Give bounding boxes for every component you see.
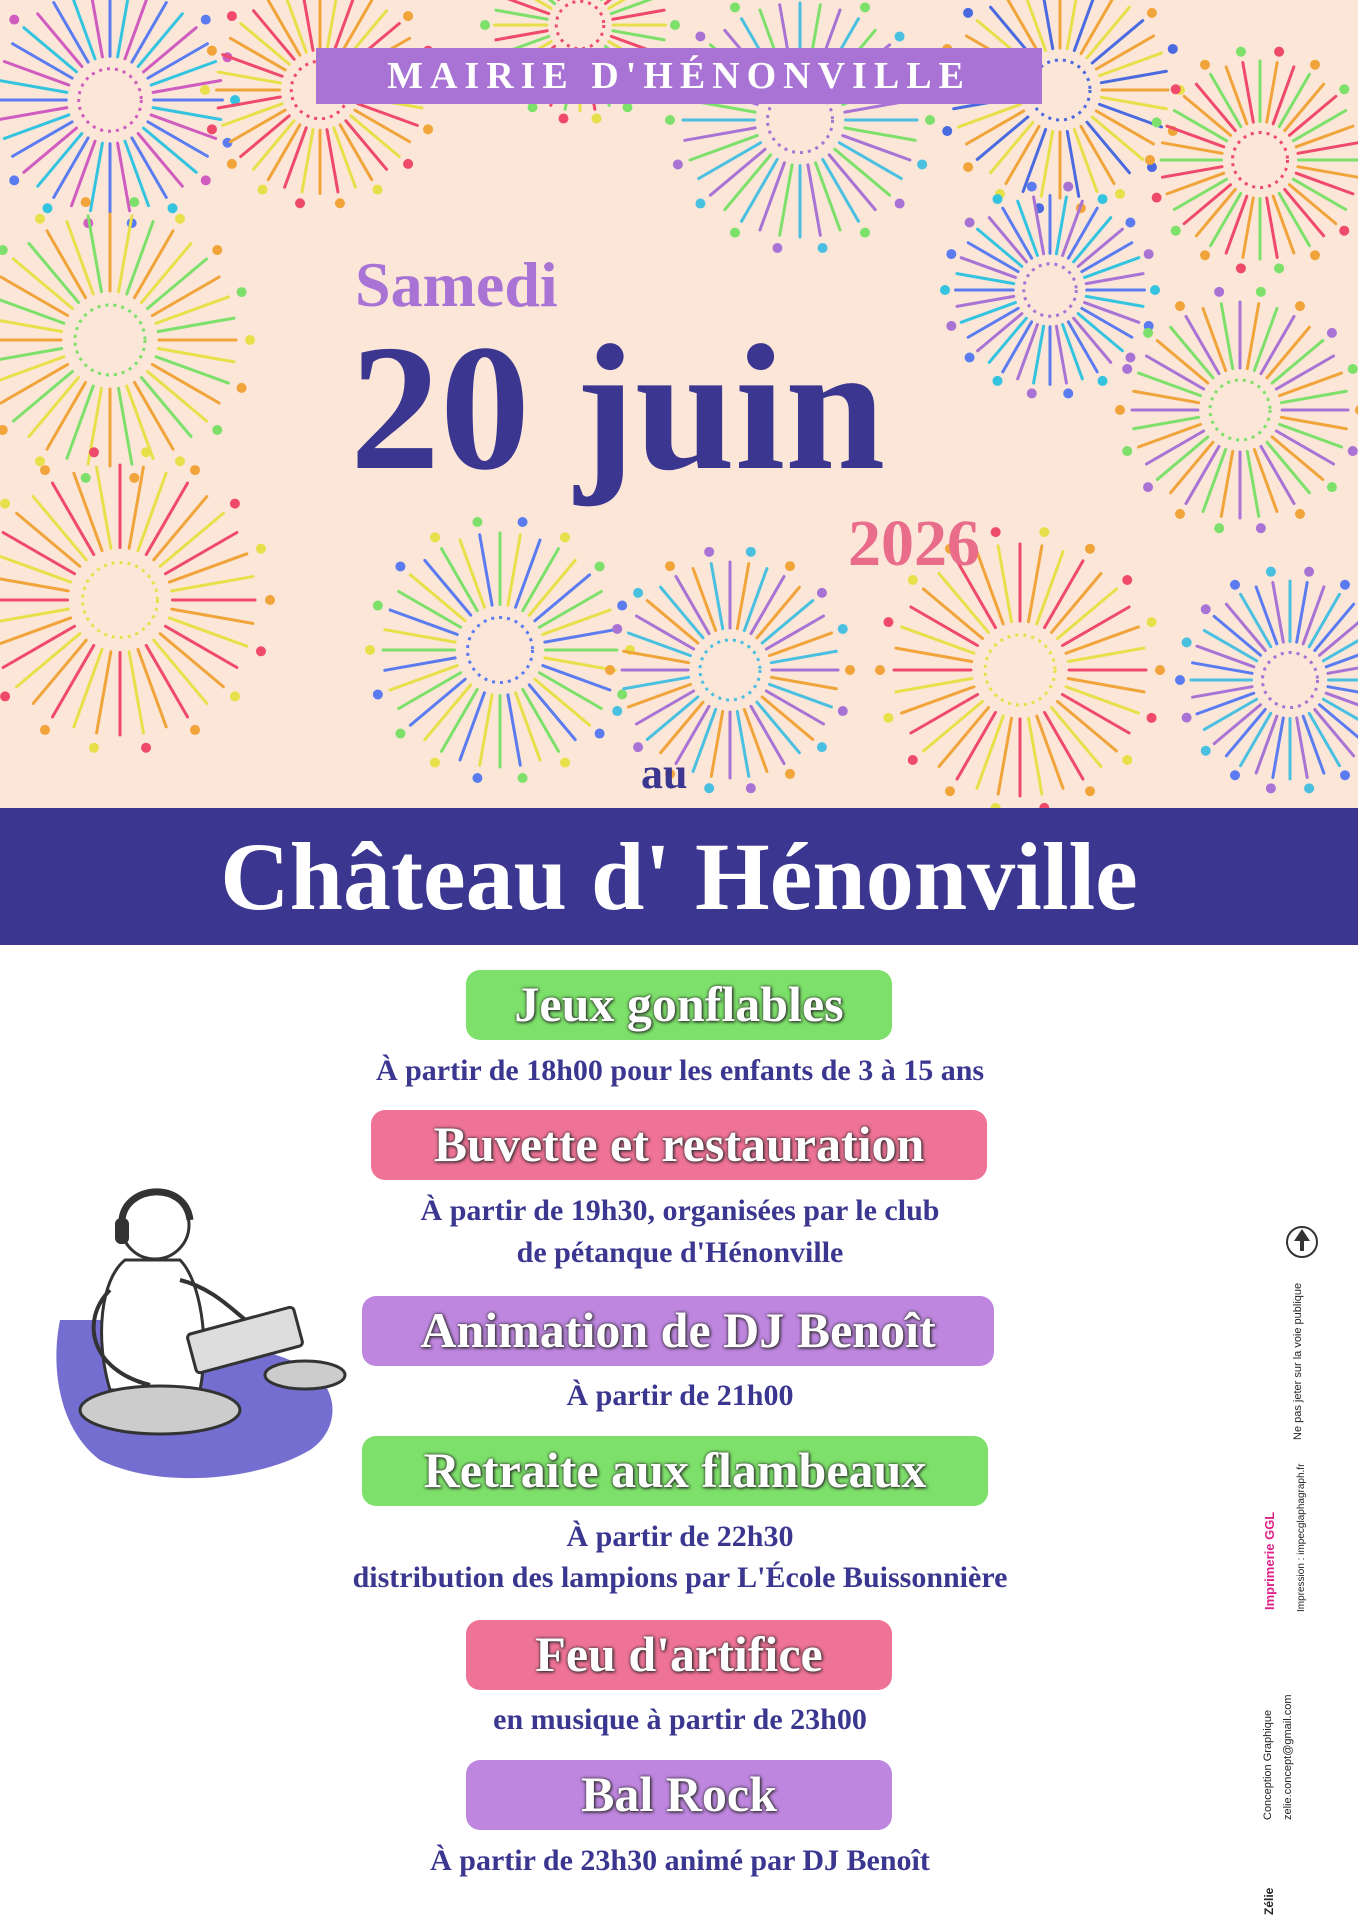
program-detail-3: À partir de 21h00 [566, 1379, 794, 1412]
mairie-label: MAIRIE D'HÉNONVILLE [316, 48, 1042, 104]
firework-burst [665, 0, 935, 253]
firework-burst [1175, 567, 1358, 794]
program-detail-5: en musique à partir de 23h00 [493, 1703, 867, 1736]
program-detail-4b: distribution des lampions par L'École Buissonnière [352, 1561, 1008, 1594]
side-design: Conception Graphique [1262, 1709, 1274, 1820]
side-printer: Imprimerie GGL [1262, 1511, 1277, 1610]
program-title-1: Jeux gonflables [466, 970, 892, 1040]
side-design-logo: Zélie [1262, 1887, 1276, 1915]
program-title-4: Retraite aux flambeaux [362, 1436, 988, 1506]
program-title-6: Bal Rock [466, 1760, 892, 1830]
firework-burst [1145, 47, 1358, 274]
firework-burst [200, 0, 440, 208]
side-design-email: zelie.concept@gmail.com [1282, 1694, 1294, 1820]
program-detail-4a: À partir de 22h30 [566, 1520, 794, 1553]
side-printer-url: Impression : impecglaphagraph.fr [1296, 1463, 1307, 1612]
program-title-2: Buvette et restauration [371, 1110, 987, 1180]
firework-burst [0, 0, 240, 228]
firework-burst [365, 517, 635, 783]
program-detail-2a: À partir de 19h30, organisées par le club [420, 1194, 940, 1227]
firework-burst [0, 447, 275, 752]
recycle-icon [1285, 1225, 1319, 1259]
event-day: Samedi [355, 249, 558, 320]
fireworks-banner [0, 0, 1358, 808]
side-public-note: Ne pas jeter sur la voie publique [1292, 1282, 1304, 1440]
venue-banner: Château d' Hénonville [0, 808, 1358, 945]
program-title-5: Feu d'artifice [466, 1620, 892, 1690]
firework-burst [935, 0, 1185, 213]
program-detail-1: À partir de 18h00 pour les enfants de 3 à 15 ans [375, 1054, 985, 1087]
firework-burst [0, 197, 255, 483]
program-title-3: Animation de DJ Benoît [362, 1296, 994, 1366]
event-year: 2026 [848, 507, 980, 580]
program-detail-6: À partir de 23h30 animé par DJ Benoît [430, 1844, 930, 1877]
event-date: 20 juin [350, 308, 886, 507]
au-label: au [641, 749, 688, 798]
program-detail-2b: de pétanque d'Hénonville [516, 1236, 844, 1269]
